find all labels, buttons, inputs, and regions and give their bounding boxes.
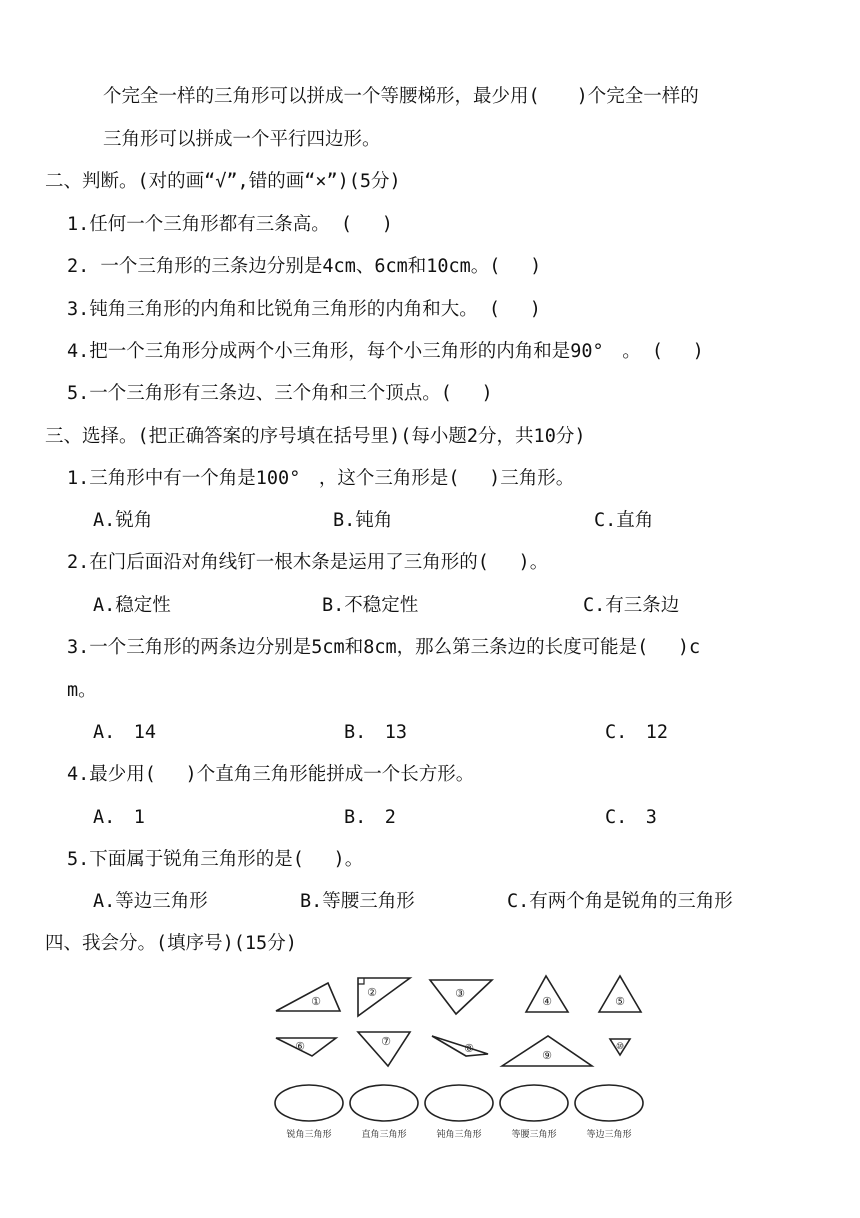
choice-q4-stem: 4.最少用( )个直角三角形能拼成一个长方形。: [67, 764, 475, 785]
section-2-heading: 二、判断。(对的画“√”,错的画“×”)(5分): [45, 171, 401, 192]
choice-q2-option-a: A.稳定性: [93, 595, 171, 616]
judge-item-5: 5.一个三角形有三条边、三个角和三个顶点。( ): [67, 383, 493, 404]
ellipse-equilateral: [575, 1085, 643, 1121]
triangle-label-5: ⑤: [615, 995, 625, 1008]
triangle-1: [276, 983, 340, 1011]
choice-q3-option-a: A. 14: [93, 722, 157, 743]
triangle-label-10: ⑩: [615, 1042, 625, 1052]
triangle-2: [358, 978, 410, 1016]
triangle-8: [432, 1036, 488, 1056]
ellipse-isosceles: [500, 1085, 568, 1121]
choice-q1-option-b: B.钝角: [333, 510, 393, 531]
judge-item-3: 3.钝角三角形的内角和比锐角三角形的内角和大。 ( ): [67, 299, 541, 320]
triangle-label-9: ⑨: [542, 1049, 552, 1062]
category-label-right: 直角三角形: [361, 1130, 407, 1140]
judge-item-4: 4.把一个三角形分成两个小三角形，每个小三角形的内角和是90° 。 ( ): [67, 341, 704, 362]
choice-q3-option-c: C. 12: [605, 722, 669, 743]
choice-q4-option-c: C. 3: [605, 807, 657, 828]
choice-q3-option-b: B. 13: [344, 722, 408, 743]
triangle-label-4: ④: [542, 995, 552, 1008]
triangle-label-8: ⑧: [464, 1042, 474, 1055]
choice-q1-option-a: A.锐角: [93, 510, 153, 531]
choice-q5-option-c: C.有两个角是锐角的三角形: [507, 891, 733, 912]
choice-q5-stem: 5.下面属于锐角三角形的是( )。: [67, 849, 364, 870]
judge-item-2: 2. 一个三角形的三条边分别是4cm、6cm和10cm。( ): [67, 256, 542, 277]
continuation-line-2: 三角形可以拼成一个平行四边形。: [103, 129, 381, 150]
triangle-label-1: ①: [311, 995, 321, 1008]
choice-q2-option-b: B.不稳定性: [322, 595, 419, 616]
choice-q5-option-b: B.等腰三角形: [300, 891, 415, 912]
ellipse-obtuse: [425, 1085, 493, 1121]
choice-q3-stem: 3.一个三角形的两条边分别是5cm和8cm，那么第三条边的长度可能是( )c: [67, 637, 701, 658]
triangle-figure-svg: [270, 970, 650, 1145]
triangle-label-2: ②: [367, 986, 377, 999]
triangle-label-3: ③: [455, 987, 465, 1000]
ellipse-acute: [275, 1085, 343, 1121]
choice-q3-stem-continued: m。: [67, 680, 97, 701]
triangle-6: [276, 1038, 336, 1056]
judge-item-1: 1.任何一个三角形都有三条高。 ( ): [67, 214, 393, 235]
choice-q2-stem: 2.在门后面沿对角线钉一根木条是运用了三角形的( )。: [67, 552, 549, 573]
triangle-label-7: ⑦: [381, 1035, 391, 1048]
choice-q2-option-c: C.有三条边: [583, 595, 680, 616]
section-3-heading: 三、选择。(把正确答案的序号填在括号里)(每小题2分，共10分): [45, 426, 586, 447]
choice-q4-option-a: A. 1: [93, 807, 145, 828]
category-label-acute: 锐角三角形: [286, 1130, 332, 1140]
triangle-label-6: ⑥: [295, 1040, 305, 1053]
section-4-heading: 四、我会分。(填序号)(15分): [45, 933, 297, 954]
category-label-equilateral: 等边三角形: [586, 1130, 632, 1140]
choice-q1-option-c: C.直角: [594, 510, 654, 531]
choice-q1-stem: 1.三角形中有一个角是100° ，这个三角形是( )三角形。: [67, 468, 575, 489]
choice-q4-option-b: B. 2: [344, 807, 396, 828]
right-angle-marker: [358, 978, 364, 984]
triangle-classification-figure: [270, 970, 650, 1145]
continuation-line-1: 个完全一样的三角形可以拼成一个等腰梯形，最少用( )个完全一样的: [103, 86, 699, 107]
ellipse-right: [350, 1085, 418, 1121]
choice-q5-option-a: A.等边三角形: [93, 891, 208, 912]
category-label-obtuse: 钝角三角形: [436, 1130, 482, 1140]
category-label-isosceles: 等腰三角形: [511, 1130, 557, 1140]
